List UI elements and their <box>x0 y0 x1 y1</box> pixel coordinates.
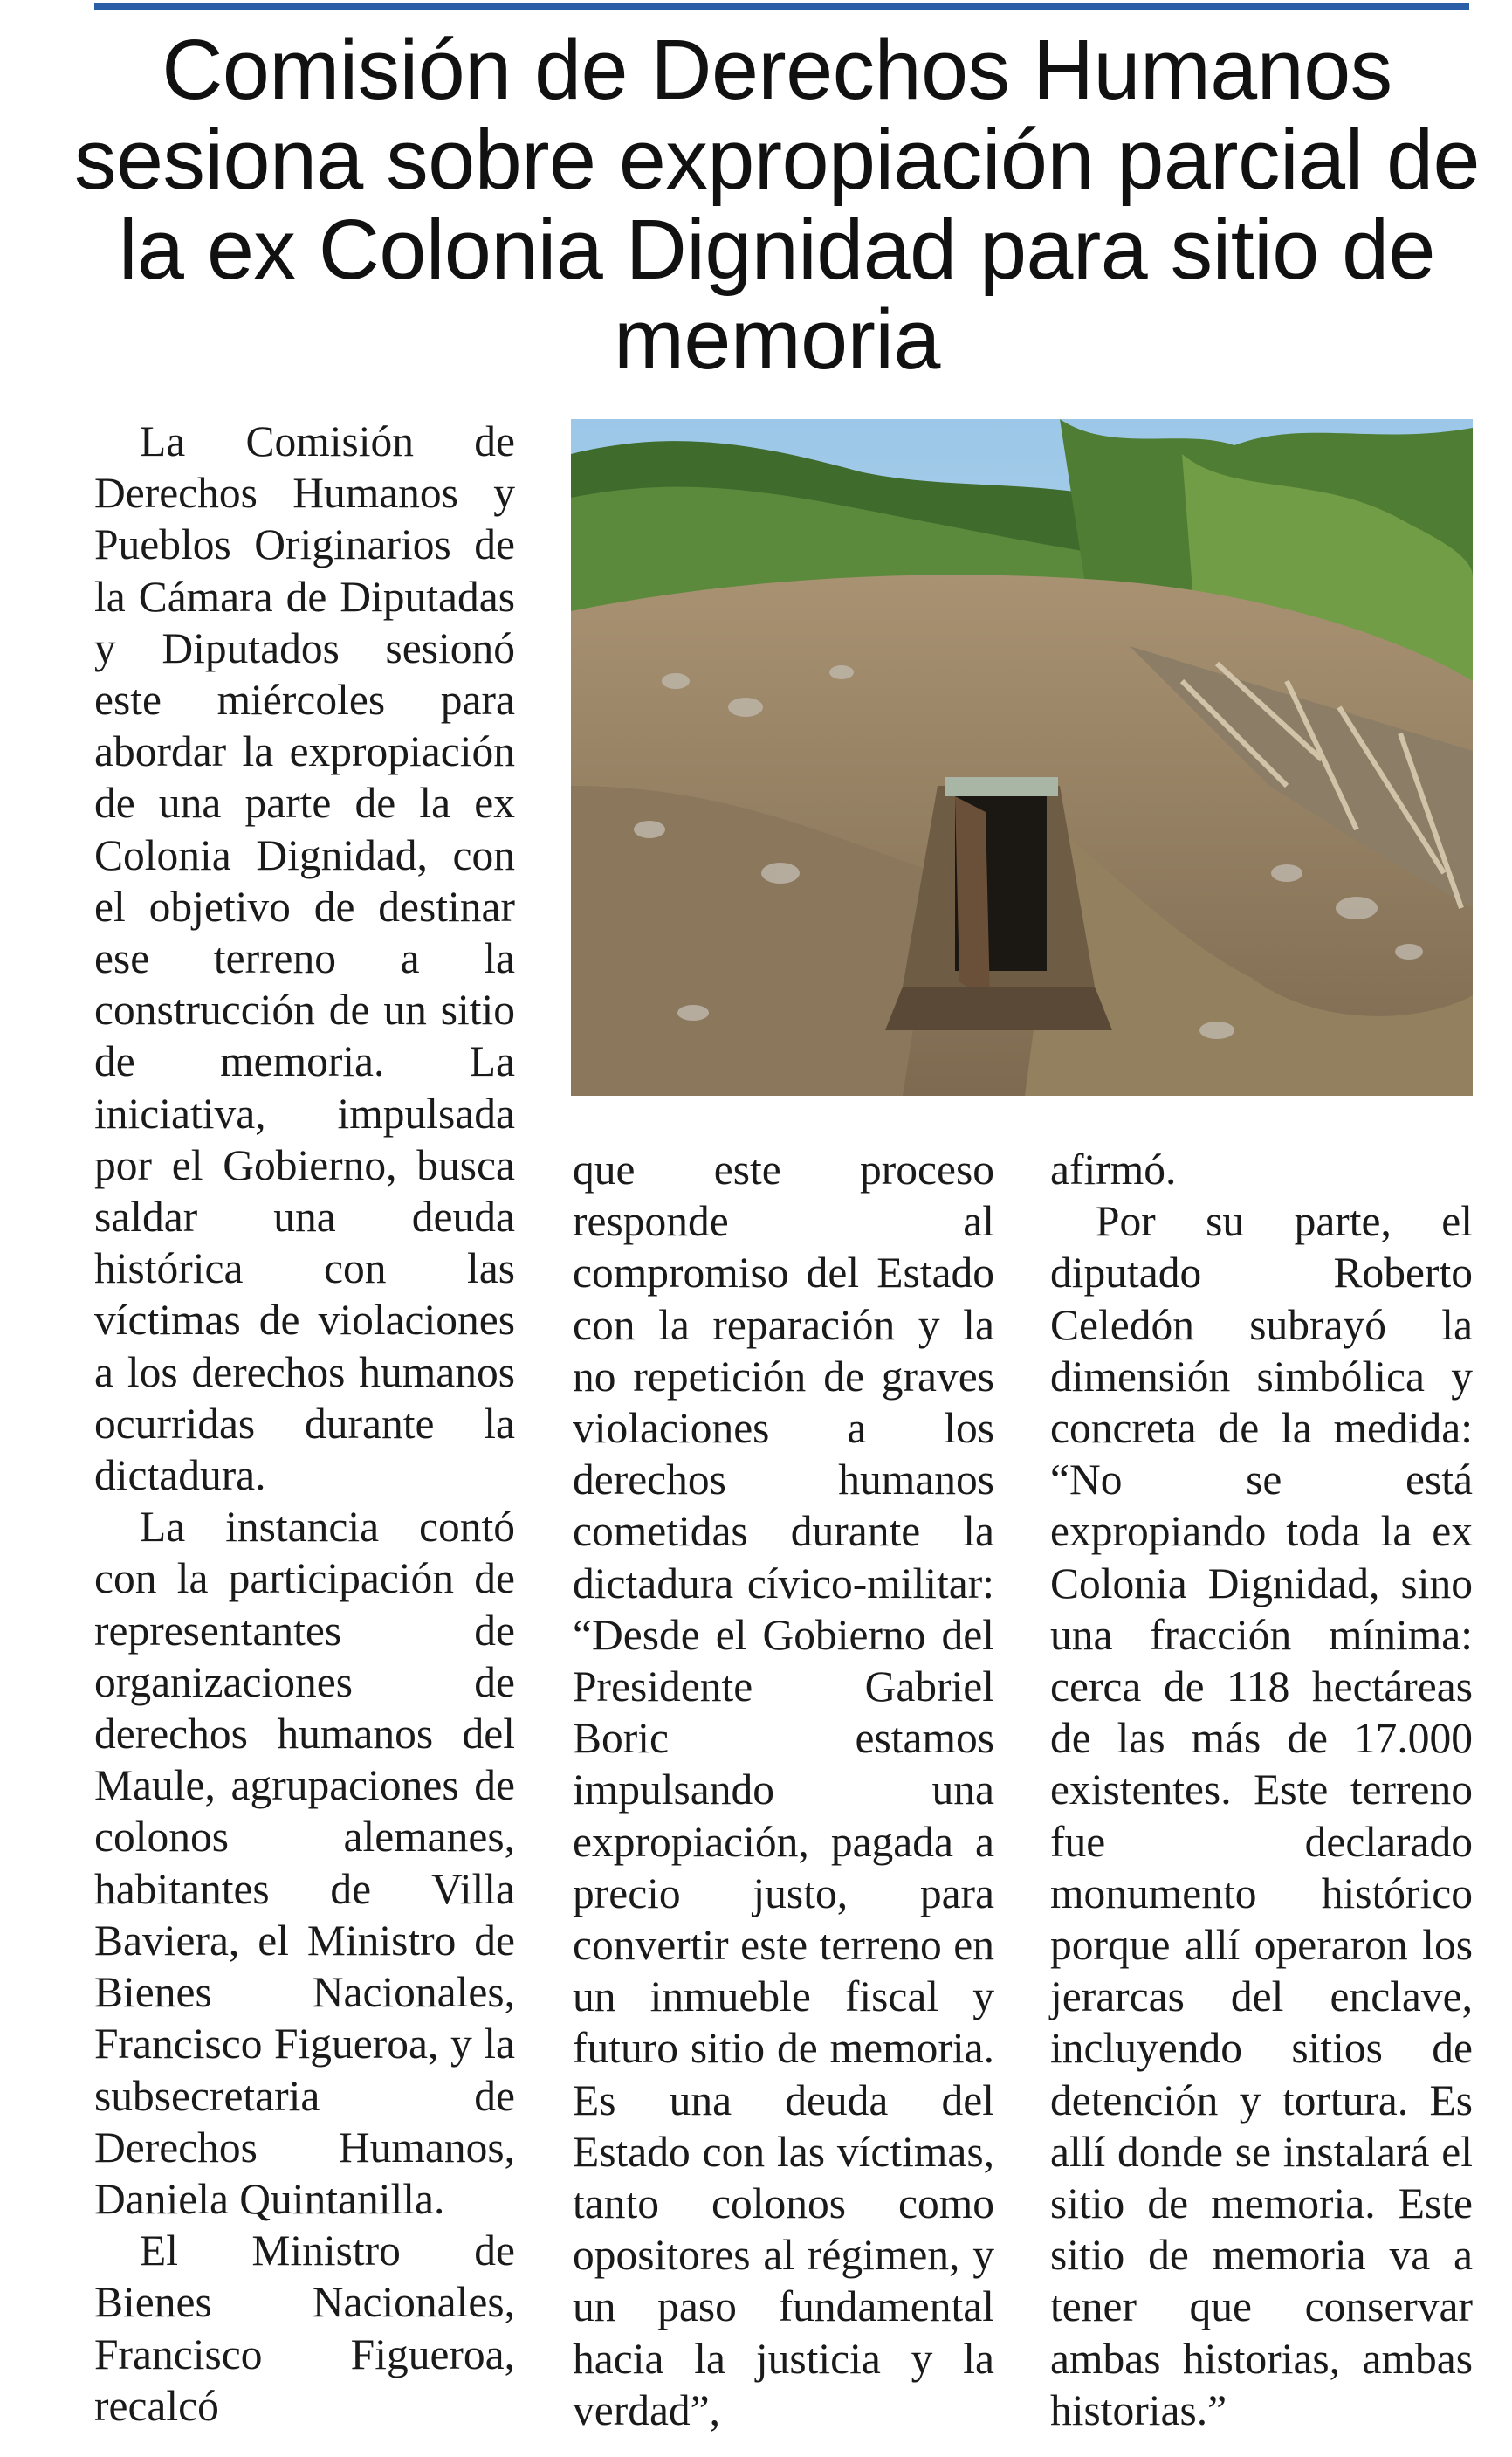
paragraph: El Ministro de Bienes Nacionales, Francisco Figueroa, recalcó <box>94 2226 515 2430</box>
paragraph: afirmó. <box>1050 1146 1177 1194</box>
headline: Comisión de Derechos Humanos sesiona sobre expropiación parcial de la ex Colonia Dignidad para sitio de memoria <box>74 22 1480 387</box>
paragraph: La instancia contó con la participación de representantes de organizaciones de derechos humanos del Maule, agrupaciones de colonos alemanes, habitantes de Villa Baviera, el Ministro de Bienes Nacionales, Francisco Figueroa, y la subsecretaria de Derechos Humanos, Daniela Quintanilla. <box>94 1503 515 2223</box>
photo-tunnel-entrance-icon <box>571 419 1473 1096</box>
paragraph: La Comisión de Derechos Humanos y Pueblos Originarios de la Cámara de Diputadas y Diputados sesionó este miércoles para abordar la expropiación de una parte de la ex Colonia Dignidad, con el objetivo de destinar ese terreno a la construcción de un sitio de memoria. La iniciativa, impulsada por el Gobierno, busca saldar una deuda histórica con las víctimas de violaciones a los derechos humanos ocurridas durante la dictadura. <box>94 417 515 1500</box>
article-column-1 <box>94 416 515 2430</box>
paragraph: que este proceso responde al compromiso del Estado con la reparación y la no repetición de graves violaciones a los derechos humanos cometidas durante la dictadura cívico-militar: “Desde el Gobierno del Presidente Gabriel Boric estamos impulsando una expropiación, pagada a precio justo, para convertir este terreno en un inmueble fiscal y futuro sitio de memoria. Es una deuda del Estado con las víctimas, tanto colonos como opositores al régimen, y un paso fundamental hacia la justicia y la verdad”, <box>573 1146 994 2434</box>
top-rule <box>94 3 1469 10</box>
article-column-3 <box>1050 1144 1473 2436</box>
article-column-2 <box>573 1144 994 2436</box>
article-photo <box>571 419 1473 1096</box>
paragraph: Por su parte, el diputado Roberto Celedón subrayó la dimensión simbólica y concreta de la medida: “No se está expropiando toda la ex Colonia Dignidad, sino una fracción mínima: cerca de 118 hectáreas de las más de 17.000 existentes. Este terreno fue declarado monumento histórico porque allí operaron los jerarcas del enclave, incluyendo sitios de detención y tortura. Es allí donde se instalará el sitio de memoria. Este sitio de memoria va a tener que conservar ambas historias, ambas historias.” <box>1050 1197 1473 2434</box>
